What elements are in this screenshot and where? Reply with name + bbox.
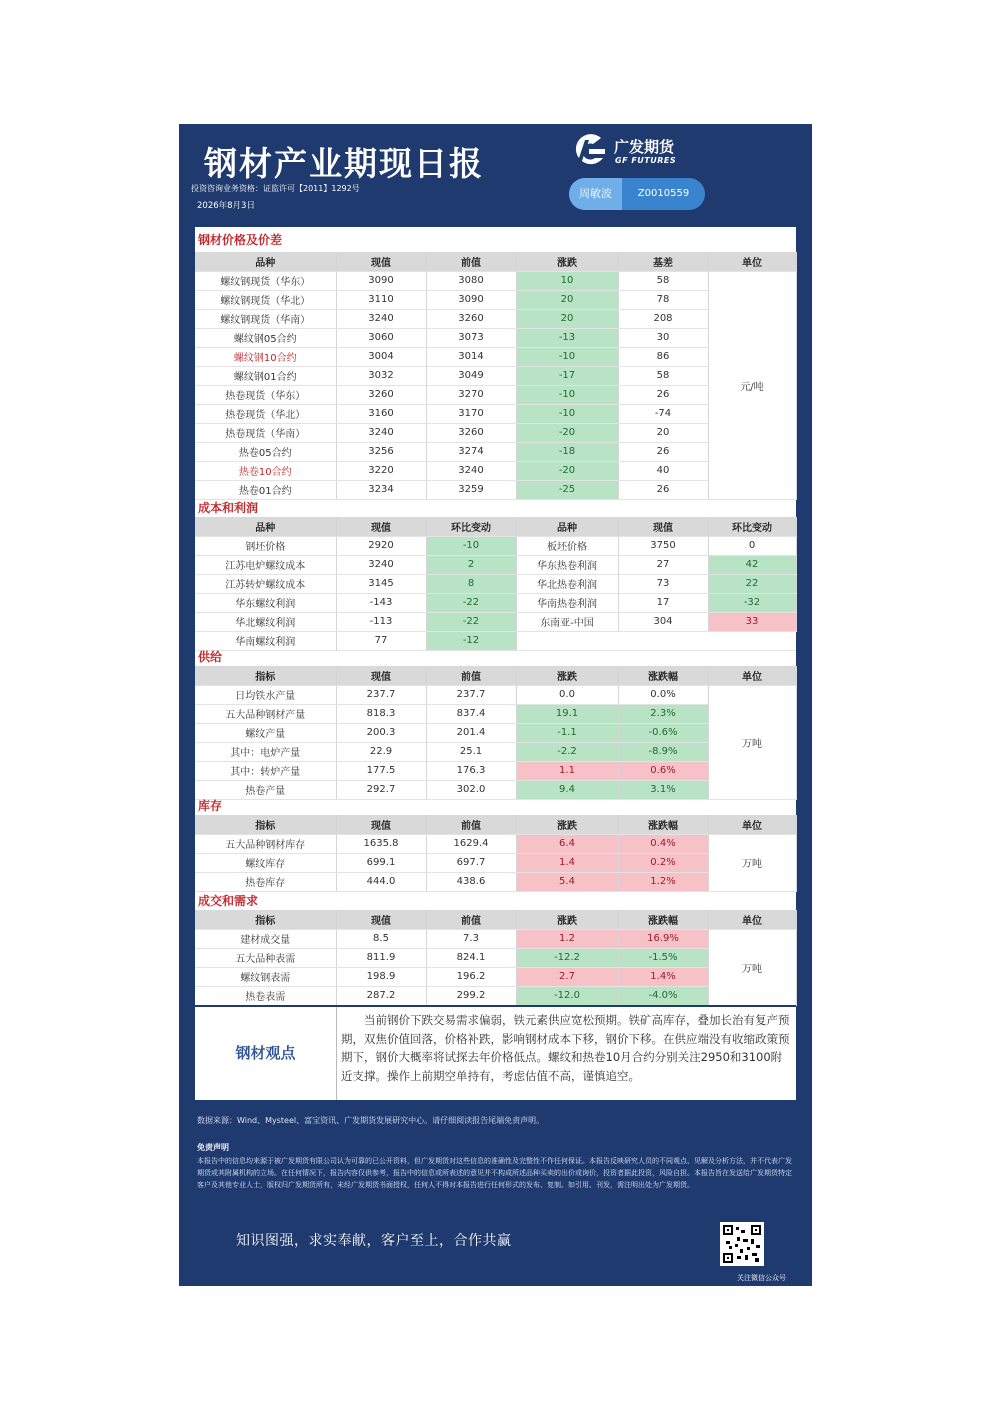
column-header: 单位 bbox=[708, 910, 796, 929]
table-cell: 1629.4 bbox=[426, 834, 516, 853]
table-cell: -4.0% bbox=[618, 986, 708, 1005]
report-title: 钢材产业期现日报 bbox=[204, 144, 484, 183]
table-cell: 1.4% bbox=[618, 967, 708, 986]
row-label: 热卷表需 bbox=[195, 986, 336, 1005]
table-cell: 25.1 bbox=[426, 742, 516, 761]
table-row bbox=[195, 685, 796, 704]
table-row bbox=[195, 593, 796, 612]
table-cell: 0.0% bbox=[618, 685, 708, 704]
table-cell: 42 bbox=[708, 555, 796, 574]
table-cell: 3090 bbox=[426, 290, 516, 309]
table-cell: 20 bbox=[618, 423, 708, 442]
table-cell: 196.2 bbox=[426, 967, 516, 986]
disclaimer-title: 免责声明 bbox=[197, 1143, 229, 1152]
table-cell: -1.5% bbox=[618, 948, 708, 967]
unit-cell: 万吨 bbox=[708, 685, 796, 799]
report-date: 2026年8月3日 bbox=[197, 201, 255, 211]
table-cell: 237.7 bbox=[336, 685, 426, 704]
table-cell: -12.2 bbox=[516, 948, 618, 967]
table-cell: -17 bbox=[516, 366, 618, 385]
table-header-row bbox=[195, 517, 796, 536]
column-header: 现值 bbox=[336, 517, 426, 536]
table-cell: 3270 bbox=[426, 385, 516, 404]
row-label: 热卷产量 bbox=[195, 780, 336, 799]
table-cell: 302.0 bbox=[426, 780, 516, 799]
table-cell: 3260 bbox=[426, 423, 516, 442]
price-table bbox=[195, 252, 797, 500]
row-label: 江苏电炉螺纹成本 bbox=[195, 555, 336, 574]
table-row bbox=[195, 423, 796, 442]
table-cell: 0 bbox=[708, 536, 796, 555]
table-cell: -10 bbox=[516, 347, 618, 366]
table-cell: -143 bbox=[336, 593, 426, 612]
row-label: 江苏转炉螺纹成本 bbox=[195, 574, 336, 593]
table-cell: 8 bbox=[426, 574, 516, 593]
column-header: 环比变动 bbox=[708, 517, 796, 536]
table-row bbox=[195, 480, 796, 499]
table-cell: -8.9% bbox=[618, 742, 708, 761]
logo-chinese: 广发期货 bbox=[614, 138, 675, 156]
table-cell: 444.0 bbox=[336, 872, 426, 891]
analyst-id: Z0010559 bbox=[637, 188, 690, 199]
row-label: 热卷05合约 bbox=[195, 442, 336, 461]
license-text: 投资咨询业务资格：证监许可【2011】1292号 bbox=[191, 184, 360, 193]
table-cell: 7.3 bbox=[426, 929, 516, 948]
table-cell: -10 bbox=[516, 404, 618, 423]
table-cell: 3110 bbox=[336, 290, 426, 309]
table-cell: 3240 bbox=[336, 555, 426, 574]
table-cell: 3.1% bbox=[618, 780, 708, 799]
table-cell: 824.1 bbox=[426, 948, 516, 967]
table-cell: 6.4 bbox=[516, 834, 618, 853]
table-row bbox=[195, 929, 796, 948]
row-label: 热卷现货（华北） bbox=[195, 404, 336, 423]
table-cell: -10 bbox=[516, 385, 618, 404]
table-cell: 5.4 bbox=[516, 872, 618, 891]
table-cell: 2.3% bbox=[618, 704, 708, 723]
column-header: 前值 bbox=[426, 910, 516, 929]
row-label: 建材成交量 bbox=[195, 929, 336, 948]
demand-table bbox=[195, 910, 797, 1006]
table-cell: 8.5 bbox=[336, 929, 426, 948]
table-cell: 58 bbox=[618, 366, 708, 385]
table-cell: 33 bbox=[708, 612, 796, 631]
table-cell: -113 bbox=[336, 612, 426, 631]
table-cell: 2 bbox=[426, 555, 516, 574]
table-cell: 3274 bbox=[426, 442, 516, 461]
table-cell: 3032 bbox=[336, 366, 426, 385]
table-cell: 3060 bbox=[336, 328, 426, 347]
row-label: 热卷现货（华南） bbox=[195, 423, 336, 442]
cost-profit-table bbox=[195, 517, 797, 651]
column-header: 涨跌 bbox=[516, 815, 618, 834]
table-row bbox=[195, 948, 796, 967]
table-cell: -22 bbox=[426, 593, 516, 612]
table-cell: 17 bbox=[618, 593, 708, 612]
table-cell: -32 bbox=[708, 593, 796, 612]
table-cell: 3234 bbox=[336, 480, 426, 499]
row-label: 五大品种表需 bbox=[195, 948, 336, 967]
table-row bbox=[195, 328, 796, 347]
row-label: 螺纹钢01合约 bbox=[195, 366, 336, 385]
table-cell: 3080 bbox=[426, 271, 516, 290]
table-cell bbox=[618, 631, 708, 650]
table-cell: 10 bbox=[516, 271, 618, 290]
table-cell: 20 bbox=[516, 290, 618, 309]
column-header: 涨跌幅 bbox=[618, 910, 708, 929]
table-row bbox=[195, 347, 796, 366]
section-title-price: 钢材价格及价差 bbox=[198, 233, 283, 247]
table-cell: 3240 bbox=[336, 309, 426, 328]
gf-futures-logo bbox=[571, 134, 701, 170]
table-cell: 2.7 bbox=[516, 967, 618, 986]
table-cell: -1.1 bbox=[516, 723, 618, 742]
table-cell: 3240 bbox=[426, 461, 516, 480]
table-cell: 237.7 bbox=[426, 685, 516, 704]
section-title-demand: 成交和需求 bbox=[198, 894, 259, 908]
row-label: 螺纹钢现货（华北） bbox=[195, 290, 336, 309]
column-header: 涨跌 bbox=[516, 910, 618, 929]
row-label: 华北热卷利润 bbox=[516, 574, 618, 593]
column-header: 现值 bbox=[336, 252, 426, 271]
table-cell: 22 bbox=[708, 574, 796, 593]
table-row bbox=[195, 631, 796, 650]
table-cell: 200.3 bbox=[336, 723, 426, 742]
row-label: 钢坯价格 bbox=[195, 536, 336, 555]
row-label: 螺纹库存 bbox=[195, 853, 336, 872]
table-cell: 0.4% bbox=[618, 834, 708, 853]
row-label: 热卷现货（华东） bbox=[195, 385, 336, 404]
table-cell: 26 bbox=[618, 385, 708, 404]
column-header: 现值 bbox=[336, 815, 426, 834]
supply-table bbox=[195, 666, 797, 800]
column-header: 涨跌幅 bbox=[618, 666, 708, 685]
report-sheet bbox=[179, 124, 812, 1286]
column-header: 指标 bbox=[195, 910, 336, 929]
table-row bbox=[195, 723, 796, 742]
table-cell: 208 bbox=[618, 309, 708, 328]
table-row bbox=[195, 442, 796, 461]
row-label: 东南亚-中国 bbox=[516, 612, 618, 631]
table-cell: 19.1 bbox=[516, 704, 618, 723]
row-label: 热卷10合约 bbox=[195, 461, 336, 480]
table-row bbox=[195, 290, 796, 309]
table-row bbox=[195, 704, 796, 723]
table-cell: -12 bbox=[426, 631, 516, 650]
table-cell: 58 bbox=[618, 271, 708, 290]
section-title-stock: 库存 bbox=[198, 799, 223, 813]
table-cell: -74 bbox=[618, 404, 708, 423]
table-cell: 3750 bbox=[618, 536, 708, 555]
table-row bbox=[195, 309, 796, 328]
column-header: 环比变动 bbox=[426, 517, 516, 536]
table-row bbox=[195, 461, 796, 480]
column-header: 单位 bbox=[708, 666, 796, 685]
table-header-row bbox=[195, 666, 796, 685]
table-cell: -20 bbox=[516, 461, 618, 480]
unit-cell: 万吨 bbox=[708, 929, 796, 1005]
section-title-cost: 成本和利润 bbox=[198, 501, 259, 515]
column-header: 指标 bbox=[195, 815, 336, 834]
table-cell: 3049 bbox=[426, 366, 516, 385]
column-header: 指标 bbox=[195, 666, 336, 685]
table-row bbox=[195, 271, 796, 290]
report-content bbox=[195, 227, 796, 1100]
table-cell: 3220 bbox=[336, 461, 426, 480]
row-label bbox=[516, 631, 618, 650]
table-row bbox=[195, 834, 796, 853]
row-label: 螺纹钢05合约 bbox=[195, 328, 336, 347]
column-header: 涨跌 bbox=[516, 252, 618, 271]
table-cell: 1.2 bbox=[516, 929, 618, 948]
table-cell: 78 bbox=[618, 290, 708, 309]
table-cell: 177.5 bbox=[336, 761, 426, 780]
table-cell: -25 bbox=[516, 480, 618, 499]
qr-code-icon[interactable] bbox=[720, 1222, 764, 1266]
table-cell: 699.1 bbox=[336, 853, 426, 872]
table-cell: 86 bbox=[618, 347, 708, 366]
table-cell: 26 bbox=[618, 480, 708, 499]
column-header: 品种 bbox=[195, 252, 336, 271]
table-cell: 3090 bbox=[336, 271, 426, 290]
stock-table bbox=[195, 815, 797, 892]
analyst-badge bbox=[569, 178, 705, 210]
table-cell: 3014 bbox=[426, 347, 516, 366]
table-cell: 292.7 bbox=[336, 780, 426, 799]
row-label: 华北螺纹利润 bbox=[195, 612, 336, 631]
table-cell: 3259 bbox=[426, 480, 516, 499]
table-cell: -10 bbox=[426, 536, 516, 555]
row-label: 其中：电炉产量 bbox=[195, 742, 336, 761]
table-row bbox=[195, 742, 796, 761]
table-row bbox=[195, 761, 796, 780]
table-header-row bbox=[195, 252, 796, 271]
row-label: 螺纹钢现货（华南） bbox=[195, 309, 336, 328]
logo-english: GF FUTURES bbox=[615, 156, 677, 165]
table-cell: 304 bbox=[618, 612, 708, 631]
disclaimer-text: 本报告中的信息均来源于被广发期货有限公司认为可靠的已公开资料，但广发期货对这些信息的准确性及完整性不作任何保证。本报告反映研究人员的不同观点、见解及分析方法，并不代表广发期货或其附属机构的立场。在任何情况下，报告内容仅供参考，报告中的信息或所表述的意见并不构成所述品种买卖的出价或询价，投资者据此投资，风险自担。本报告旨在发送给广发期货特定客户及其他专业人士，版权归广发期货所有，未经广发期货书面授权，任何人不得对本报告进行任何形式的发布、复制。如引用、刊发，需注明出处为广发期货。 bbox=[197, 1157, 792, 1189]
table-cell: 198.9 bbox=[336, 967, 426, 986]
unit-cell: 元/吨 bbox=[708, 271, 796, 499]
row-label: 华南热卷利润 bbox=[516, 593, 618, 612]
column-header: 涨跌 bbox=[516, 666, 618, 685]
table-row bbox=[195, 404, 796, 423]
table-cell: 2920 bbox=[336, 536, 426, 555]
column-header: 品种 bbox=[195, 517, 336, 536]
row-label: 华东热卷利润 bbox=[516, 555, 618, 574]
table-row bbox=[195, 967, 796, 986]
table-row bbox=[195, 366, 796, 385]
table-cell: 40 bbox=[618, 461, 708, 480]
table-cell: -13 bbox=[516, 328, 618, 347]
table-cell: 22.9 bbox=[336, 742, 426, 761]
table-cell: 77 bbox=[336, 631, 426, 650]
table-cell: 16.9% bbox=[618, 929, 708, 948]
table-header-row bbox=[195, 815, 796, 834]
row-label: 华南螺纹利润 bbox=[195, 631, 336, 650]
row-label: 华东螺纹利润 bbox=[195, 593, 336, 612]
table-cell: 3170 bbox=[426, 404, 516, 423]
column-header: 现值 bbox=[618, 517, 708, 536]
row-label: 五大品种钢材库存 bbox=[195, 834, 336, 853]
column-header: 单位 bbox=[708, 252, 796, 271]
column-header: 前值 bbox=[426, 815, 516, 834]
gf-logo-icon bbox=[571, 134, 609, 170]
column-header: 前值 bbox=[426, 666, 516, 685]
column-header: 涨跌幅 bbox=[618, 815, 708, 834]
row-label: 其中：转炉产量 bbox=[195, 761, 336, 780]
table-row bbox=[195, 555, 796, 574]
table-cell: 438.6 bbox=[426, 872, 516, 891]
row-label: 螺纹钢10合约 bbox=[195, 347, 336, 366]
table-cell: 3145 bbox=[336, 574, 426, 593]
table-cell: 1.4 bbox=[516, 853, 618, 872]
table-cell: 9.4 bbox=[516, 780, 618, 799]
column-header: 单位 bbox=[708, 815, 796, 834]
table-cell: 0.2% bbox=[618, 853, 708, 872]
unit-cell: 万吨 bbox=[708, 834, 796, 891]
row-label: 五大品种钢材产量 bbox=[195, 704, 336, 723]
table-cell: 176.3 bbox=[426, 761, 516, 780]
row-label: 螺纹产量 bbox=[195, 723, 336, 742]
table-cell: 3004 bbox=[336, 347, 426, 366]
table-row bbox=[195, 536, 796, 555]
table-cell: -12.0 bbox=[516, 986, 618, 1005]
column-header: 现值 bbox=[336, 666, 426, 685]
table-cell: 811.9 bbox=[336, 948, 426, 967]
qr-caption: 关注微信公众号 bbox=[737, 1274, 786, 1282]
table-cell: 0.6% bbox=[618, 761, 708, 780]
table-cell: 3256 bbox=[336, 442, 426, 461]
table-cell: 697.7 bbox=[426, 853, 516, 872]
steel-view-box bbox=[195, 1005, 796, 1100]
table-cell: 1.1 bbox=[516, 761, 618, 780]
table-cell: 0.0 bbox=[516, 685, 618, 704]
table-cell: 818.3 bbox=[336, 704, 426, 723]
table-cell: -2.2 bbox=[516, 742, 618, 761]
table-cell: 287.2 bbox=[336, 986, 426, 1005]
table-row bbox=[195, 612, 796, 631]
table-cell: 3240 bbox=[336, 423, 426, 442]
column-header: 基差 bbox=[618, 252, 708, 271]
row-label: 螺纹钢表需 bbox=[195, 967, 336, 986]
table-cell: 30 bbox=[618, 328, 708, 347]
table-cell: 3260 bbox=[426, 309, 516, 328]
table-cell: 837.4 bbox=[426, 704, 516, 723]
table-row bbox=[195, 872, 796, 891]
table-cell: 27 bbox=[618, 555, 708, 574]
column-header: 现值 bbox=[336, 910, 426, 929]
table-cell: 73 bbox=[618, 574, 708, 593]
row-label: 热卷库存 bbox=[195, 872, 336, 891]
table-cell: -0.6% bbox=[618, 723, 708, 742]
view-label: 钢材观点 bbox=[195, 1007, 337, 1100]
row-label: 螺纹钢现货（华东） bbox=[195, 271, 336, 290]
table-cell: 3073 bbox=[426, 328, 516, 347]
table-cell bbox=[708, 631, 796, 650]
table-cell: 1.2% bbox=[618, 872, 708, 891]
data-source: 数据来源：Wind、Mysteel、富宝资讯、广发期货发展研究中心。请仔细阅读报告尾端免责声明。 bbox=[197, 1116, 545, 1125]
analyst-name: 周敏波 bbox=[569, 178, 622, 210]
table-cell: -22 bbox=[426, 612, 516, 631]
table-cell: 1635.8 bbox=[336, 834, 426, 853]
table-row bbox=[195, 780, 796, 799]
table-row bbox=[195, 385, 796, 404]
section-title-supply: 供给 bbox=[198, 650, 223, 664]
row-label: 热卷01合约 bbox=[195, 480, 336, 499]
table-cell: 26 bbox=[618, 442, 708, 461]
table-header-row bbox=[195, 910, 796, 929]
table-row bbox=[195, 574, 796, 593]
column-header: 品种 bbox=[516, 517, 618, 536]
column-header: 前值 bbox=[426, 252, 516, 271]
table-cell: 201.4 bbox=[426, 723, 516, 742]
table-cell: -18 bbox=[516, 442, 618, 461]
company-motto: 知识图强，求实奉献，客户至上，合作共赢 bbox=[236, 1233, 512, 1249]
table-cell: 3260 bbox=[336, 385, 426, 404]
row-label: 板坯价格 bbox=[516, 536, 618, 555]
table-row bbox=[195, 986, 796, 1005]
table-row bbox=[195, 853, 796, 872]
table-cell: 299.2 bbox=[426, 986, 516, 1005]
table-cell: 3160 bbox=[336, 404, 426, 423]
view-text: 当前钢价下跌交易需求偏弱，铁元素供应宽松预期。铁矿高库存，叠加长治有复产预期，双焦价值回落，价格补跌，影响钢材成本下移，钢价下移。在供应端没有收缩政策预期下，钢价大概率将试探去年价格低点。螺纹和热卷10月合约分别关注2950和3100附近支撑。操作上前期空单持有，考虑估值不高，谨慎追空。 bbox=[341, 1013, 790, 1083]
table-cell: 20 bbox=[516, 309, 618, 328]
row-label: 日均铁水产量 bbox=[195, 685, 336, 704]
table-cell: -20 bbox=[516, 423, 618, 442]
